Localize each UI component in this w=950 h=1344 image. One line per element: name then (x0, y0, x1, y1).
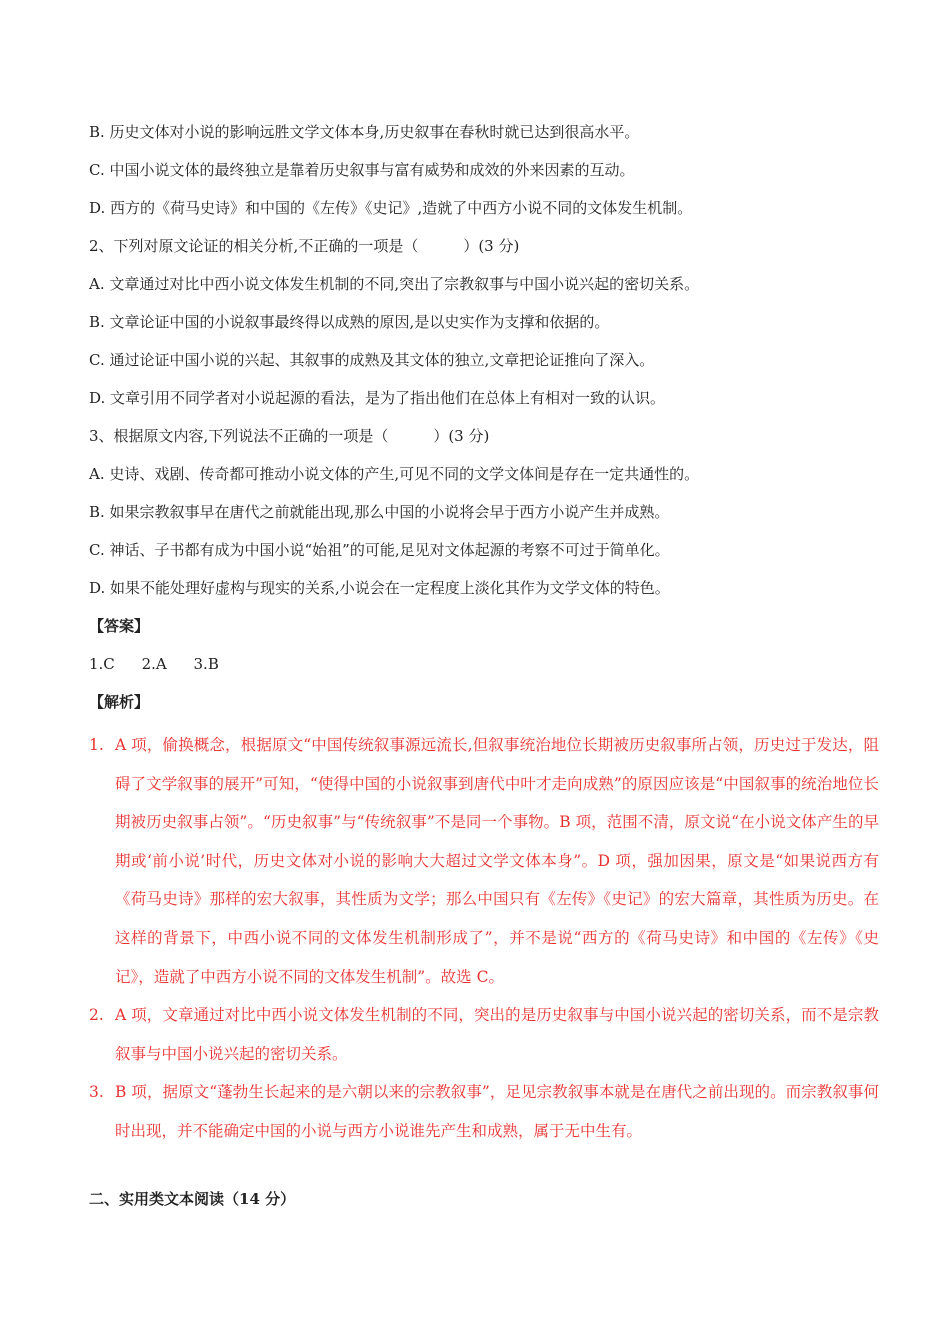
q3-option-c: C. 神话、子书都有成为中国小说“始祖”的可能,足见对文体起源的考察不可过于简单化。 (89, 541, 670, 559)
answer-list (89, 653, 889, 675)
q1-option-c: C. 中国小说文体的最终独立是靠着历史叙事与富有威势和成效的外来因素的互动。 (89, 161, 635, 179)
q3-option-a: A. 史诗、戏剧、传奇都可推动小说文体的产生,可见不同的文学文体间是存在一定共通性的。 (89, 465, 700, 483)
q3-stem: 3、根据原文内容,下列说法不正确的一项是（ ）(3 分) (89, 427, 490, 445)
analysis-text: A 项，偷换概念，根据原文“中国传统叙事源远流长,但叙事统治地位长期被历史叙事所占领，历史过于发达，阻碍了文学叙事的展开”可知，“使得中国的小说叙事到唐代中叶才走向成熟”的原因应该是“中国叙事的统治地位长期被历史叙事占领”。“历史叙事”与“传统叙事”不是同一个事物。B 项，范围不清，原文说“在小说文体产生的早期或‘前小说’时代，历史文体对小说的影响大大超过文学文体本身”。D 项，强加因果，原文是“如果说西方有《荷马史诗》那样的宏大叙事，其性质为文学；那么中国只有《左传》《史记》的宏大篇章，其性质为历史。在这样的背景下，中西小说不同的文体发生机制形成了”，并不是说“西方的《荷马史诗》和中国的《左传》《史记》，造就了中西方小说不同的文体发生机制”。故选 C。 (115, 736, 879, 986)
q2-option-d: D. 文章引用不同学者对小说起源的看法，是为了指出他们在总体上有相对一致的认识。 (89, 389, 666, 407)
analysis-number: 1. (89, 736, 104, 754)
answer-heading: 【答案】 (89, 617, 150, 635)
q2-option-c: C. 通过论证中国小说的兴起、其叙事的成熟及其文体的独立,文章把论证推向了深入。 (89, 351, 655, 369)
analysis-text: A 项，文章通过对比中西小说文体发生机制的不同，突出的是历史叙事与中国小说兴起的密切关系，而不是宗教叙事与中国小说兴起的密切关系。 (115, 1006, 879, 1063)
analysis-text: B 项，据原文“蓬勃生长起来的是六朝以来的宗教叙事”，足见宗教叙事本就是在唐代之前出现的。而宗教叙事何时出现，并不能确定中国的小说与西方小说谁先产生和成熟，属于无中生有。 (115, 1083, 879, 1140)
analysis-item-2 (89, 996, 879, 1073)
analysis-list (89, 726, 879, 1151)
q1-option-d: D. 西方的《荷马史诗》和中国的《左传》《史记》,造就了中西方小说不同的文体发生机制。 (89, 199, 693, 217)
q3-option-d: D. 如果不能处理好虚构与现实的关系,小说会在一定程度上淡化其作为文学文体的特色。 (89, 579, 670, 597)
q3-option-b: B. 如果宗教叙事早在唐代之前就能出现,那么中国的小说将会早于西方小说产生并成熟。 (89, 503, 670, 521)
analysis-item-3 (89, 1073, 879, 1150)
analysis-number: 3. (89, 1083, 104, 1102)
q2-stem: 2、下列对原文论证的相关分析,不正确的一项是（ ）(3 分) (89, 237, 520, 255)
q2-option-a: A. 文章通过对比中西小说文体发生机制的不同,突出了宗教叙事与中国小说兴起的密切关系。 (89, 275, 700, 293)
answer-1: 1.C (89, 655, 115, 673)
analysis-number: 2. (89, 1006, 104, 1025)
analysis-item-1 (89, 726, 879, 996)
answer-2: 2.A (141, 655, 167, 673)
q2-option-b: B. 文章论证中国的小说叙事最终得以成熟的原因,是以史实作为支撑和依据的。 (89, 313, 610, 331)
section-heading: 二、实用类文本阅读（14 分） (89, 1190, 296, 1208)
analysis-heading: 【解析】 (89, 693, 150, 711)
answer-3: 3.B (193, 655, 219, 673)
q1-option-b: B. 历史文体对小说的影响远胜文学文体本身,历史叙事在春秋时就已达到很高水平。 (89, 123, 640, 141)
